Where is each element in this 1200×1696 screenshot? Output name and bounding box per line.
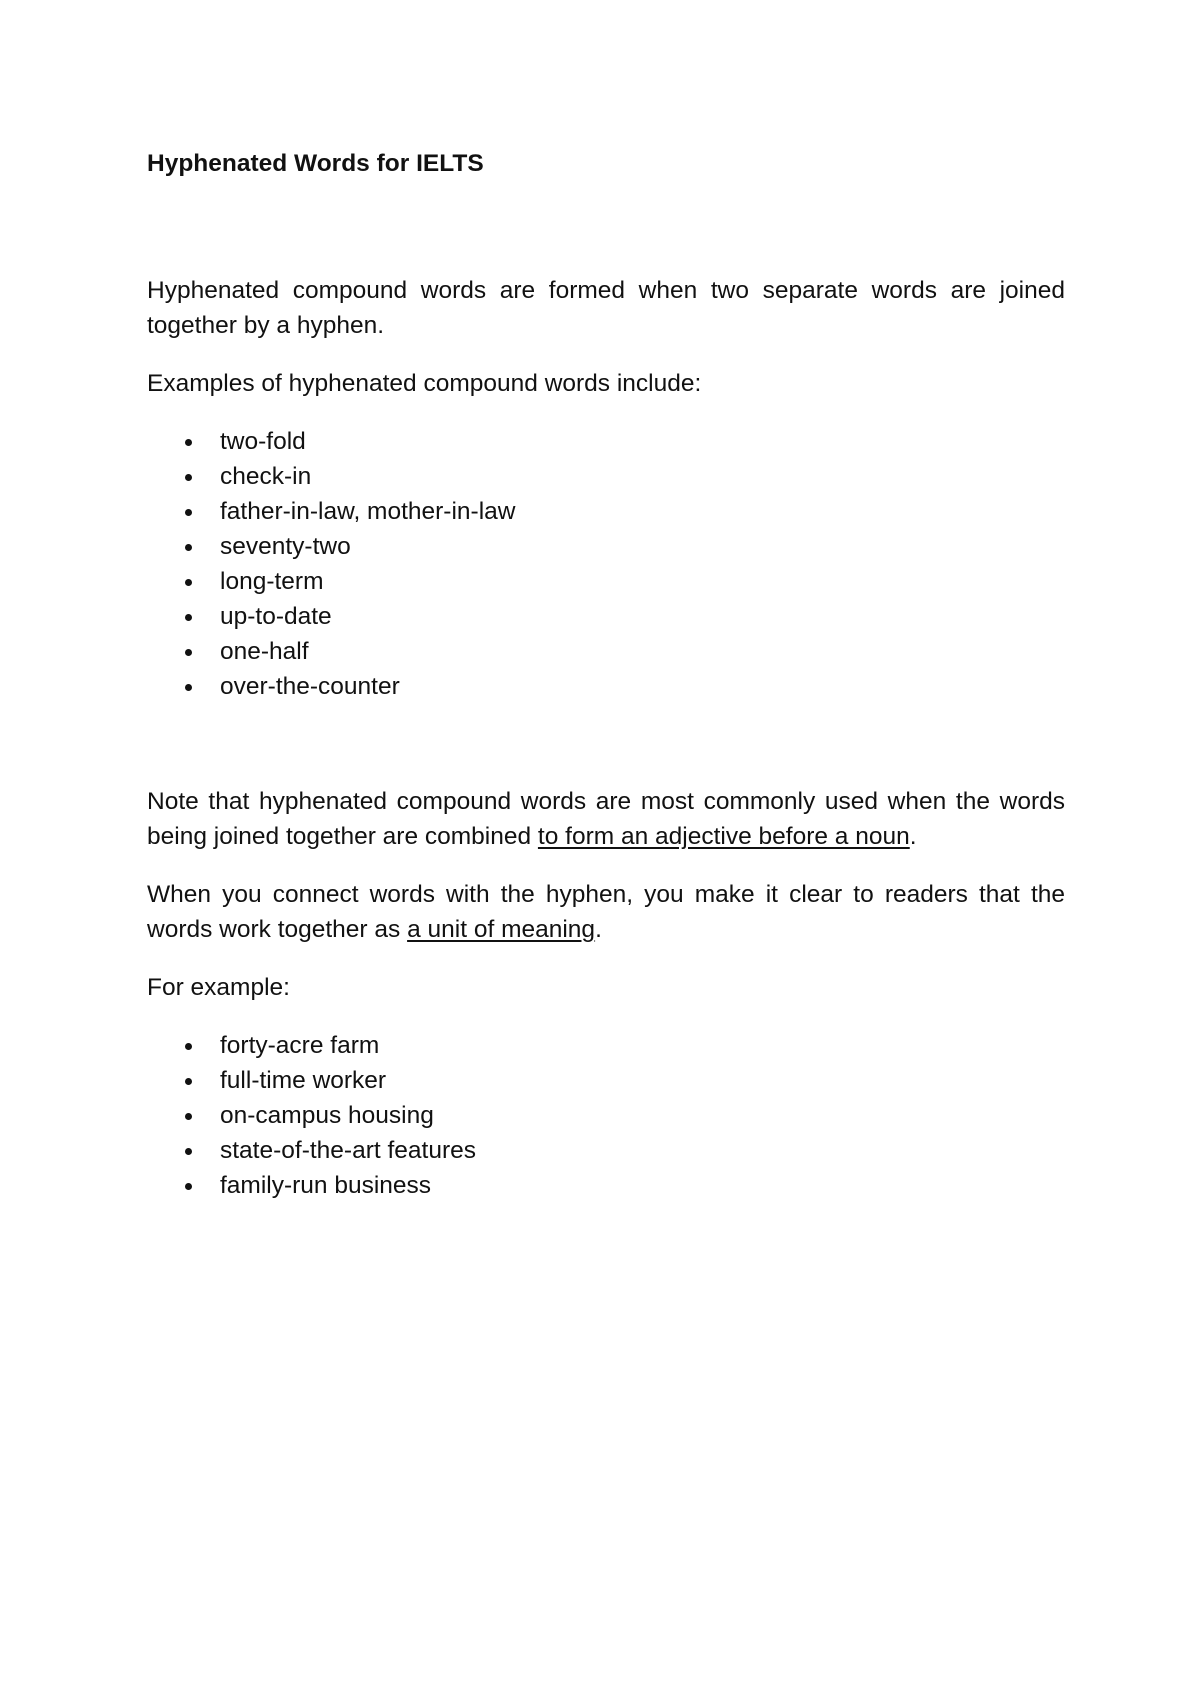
list-item: on-campus housing: [147, 1098, 1065, 1133]
examples-intro: Examples of hyphenated compound words include:: [147, 370, 702, 397]
bullet-icon: [185, 544, 192, 551]
connect-paragraph: When you connect words with the hyphen, you make it clear to readers that the words work together as a unit of meaning.: [147, 881, 1065, 943]
bullet-icon: [185, 1043, 192, 1050]
intro-paragraph: Hyphenated compound words are formed when two separate words are joined together by a hyphen.: [147, 277, 1065, 339]
bullet-icon: [185, 579, 192, 586]
bullet-icon: [185, 509, 192, 516]
document-title: Hyphenated Words for IELTS: [147, 150, 484, 177]
adjective-examples-list: [147, 1028, 1065, 1203]
list-item: long-term: [147, 564, 1065, 599]
bullet-icon: [185, 1183, 192, 1190]
bullet-icon: [185, 614, 192, 621]
list-item: one-half: [147, 634, 1065, 669]
note-paragraph: Note that hyphenated compound words are most commonly used when the words being joined together are combined to form an adjective before a noun.: [147, 788, 1065, 850]
list-item: over-the-counter: [147, 669, 1065, 704]
list-item: check-in: [147, 459, 1065, 494]
list-item: up-to-date: [147, 599, 1065, 634]
list-item: two-fold: [147, 424, 1065, 459]
bullet-icon: [185, 1078, 192, 1085]
list-item: family-run business: [147, 1168, 1065, 1203]
examples-list: [147, 424, 1065, 704]
bullet-icon: [185, 684, 192, 691]
list-item: state-of-the-art features: [147, 1133, 1065, 1168]
list-item: father-in-law, mother-in-law: [147, 494, 1065, 529]
document-body: [147, 146, 1065, 1203]
underlined-phrase: a unit of meaning: [407, 916, 596, 943]
for-example-label: For example:: [147, 974, 290, 1001]
list-item: full-time worker: [147, 1063, 1065, 1098]
bullet-icon: [185, 1148, 192, 1155]
bullet-icon: [185, 649, 192, 656]
list-item: forty-acre farm: [147, 1028, 1065, 1063]
bullet-icon: [185, 439, 192, 446]
bullet-icon: [185, 474, 192, 481]
bullet-icon: [185, 1113, 192, 1120]
underlined-phrase: to form an adjective before a noun: [537, 823, 910, 850]
list-item: seventy-two: [147, 529, 1065, 564]
